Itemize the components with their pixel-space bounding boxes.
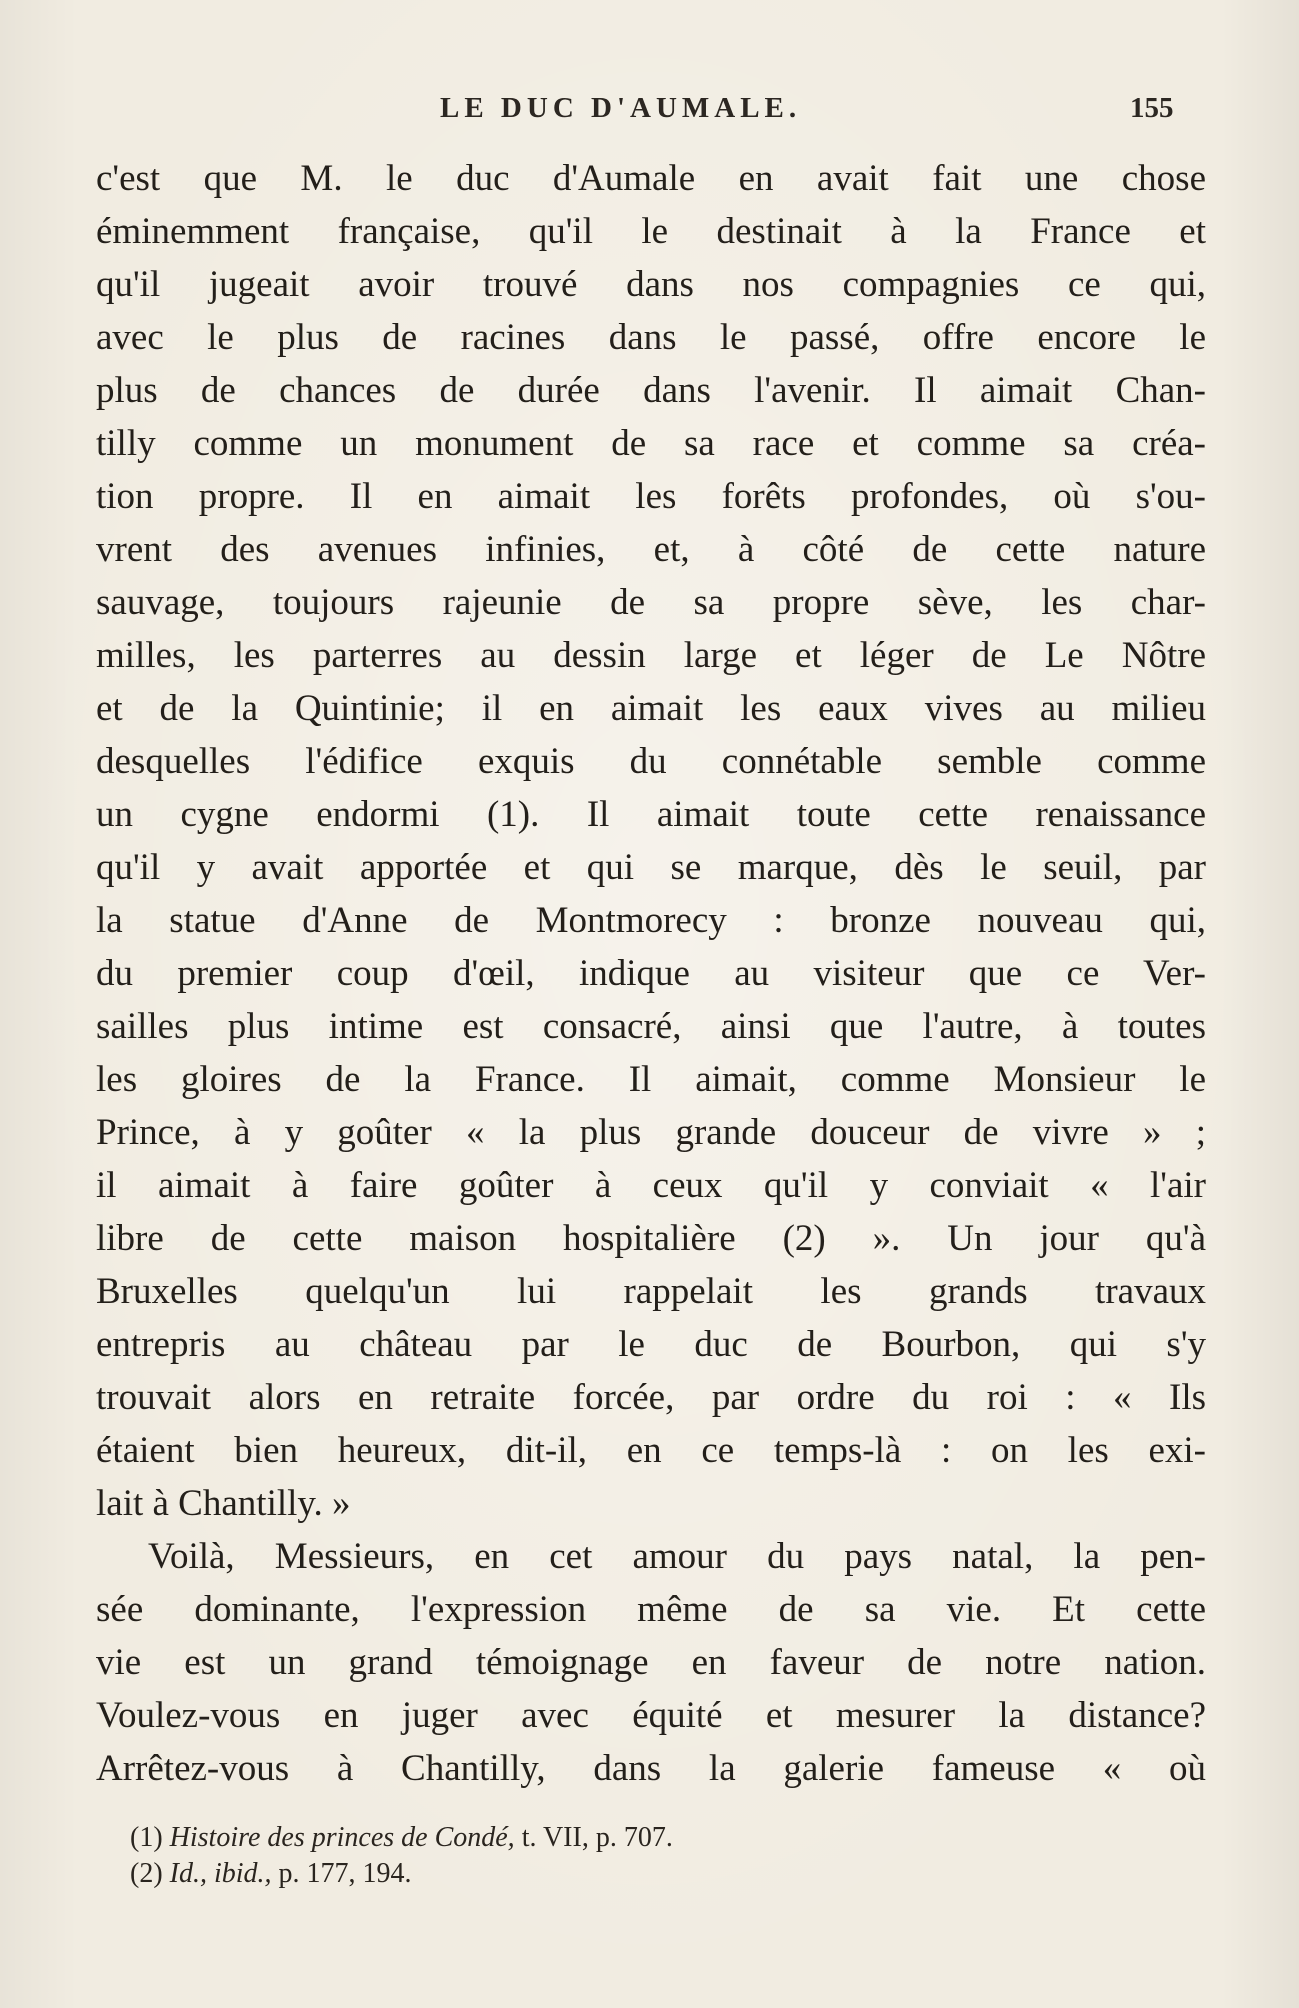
text-line: tion propre. Il en aimait les forêts profondes, où s'ou- (96, 476, 1206, 517)
running-head (0, 92, 1299, 132)
footnote-reference: p. 177, 194. (278, 1858, 412, 1889)
text-line: Voilà, Messieurs, en cet amour du pays natal, la pen- (148, 1536, 1206, 1577)
text-line: desquelles l'édifice exquis du connétable semble comme (96, 741, 1206, 782)
text-line: trouvait alors en retraite forcée, par ordre du roi : « Ils (96, 1377, 1206, 1418)
footnote-2 (130, 1856, 1030, 1892)
text-line: milles, les parterres au dessin large et léger de Le Nôtre (96, 635, 1206, 676)
text-line: étaient bien heureux, dit-il, en ce temps-là : on les exi- (96, 1430, 1206, 1471)
text-line: il aimait à faire goûter à ceux qu'il y conviait « l'air (96, 1165, 1206, 1206)
text-line: du premier coup d'œil, indique au visiteur que ce Ver- (96, 953, 1206, 994)
text-line: les gloires de la France. Il aimait, comme Monsieur le (96, 1059, 1206, 1100)
text-line: Prince, à y goûter « la plus grande douceur de vivre » ; (96, 1112, 1206, 1153)
footnotes (130, 1820, 1030, 1892)
text-line: avec le plus de racines dans le passé, offre encore le (96, 317, 1206, 358)
text-line: vrent des avenues infinies, et, à côté de cette nature (96, 529, 1206, 570)
footnote-reference: t. VII, p. 707. (521, 1822, 673, 1853)
text-line: un cygne endormi (1). Il aimait toute cette renaissance (96, 794, 1206, 835)
text-line: tilly comme un monument de sa race et comme sa créa- (96, 423, 1206, 464)
text-line: c'est que M. le duc d'Aumale en avait fait une chose (96, 158, 1206, 199)
text-line: et de la Quintinie; il en aimait les eaux vives au milieu (96, 688, 1206, 729)
text-line: libre de cette maison hospitalière (2) ». Un jour qu'à (96, 1218, 1206, 1259)
text-line: qu'il jugeait avoir trouvé dans nos compagnies ce qui, (96, 264, 1206, 305)
text-line: Arrêtez-vous à Chantilly, dans la galerie fameuse « où (96, 1748, 1206, 1789)
footnote-work: Histoire des princes de Condé, (169, 1822, 515, 1853)
footnote-1 (130, 1820, 1030, 1856)
text-line: éminemment française, qu'il le destinait à la France et (96, 211, 1206, 252)
footnote-mark: (2) (130, 1858, 163, 1889)
text-line: lait à Chantilly. » (96, 1483, 351, 1524)
paragraph-2 (96, 1530, 1206, 1795)
footnote-mark: (1) (130, 1822, 163, 1853)
running-title: LE DUC D'AUMALE. (440, 92, 802, 124)
page-number: 155 (1130, 92, 1174, 124)
text-line: vie est un grand témoignage en faveur de notre nation. (96, 1642, 1206, 1683)
text-line: entrepris au château par le duc de Bourbon, qui s'y (96, 1324, 1206, 1365)
body-text (96, 152, 1206, 1795)
text-line: Bruxelles quelqu'un lui rappelait les grands travaux (96, 1271, 1206, 1312)
text-line: plus de chances de durée dans l'avenir. Il aimait Chan- (96, 370, 1206, 411)
text-line: la statue d'Anne de Montmorecy : bronze nouveau qui, (96, 900, 1206, 941)
text-line: qu'il y avait apportée et qui se marque, dès le seuil, par (96, 847, 1206, 888)
text-line: Voulez-vous en juger avec équité et mesurer la distance? (96, 1695, 1206, 1736)
footnote-work: Id., ibid., (169, 1858, 272, 1889)
text-line: sailles plus intime est consacré, ainsi que l'autre, à toutes (96, 1006, 1206, 1047)
text-line: sée dominante, l'expression même de sa vie. Et cette (96, 1589, 1206, 1630)
text-line: sauvage, toujours rajeunie de sa propre sève, les char- (96, 582, 1206, 623)
paragraph-1 (96, 152, 1206, 1530)
